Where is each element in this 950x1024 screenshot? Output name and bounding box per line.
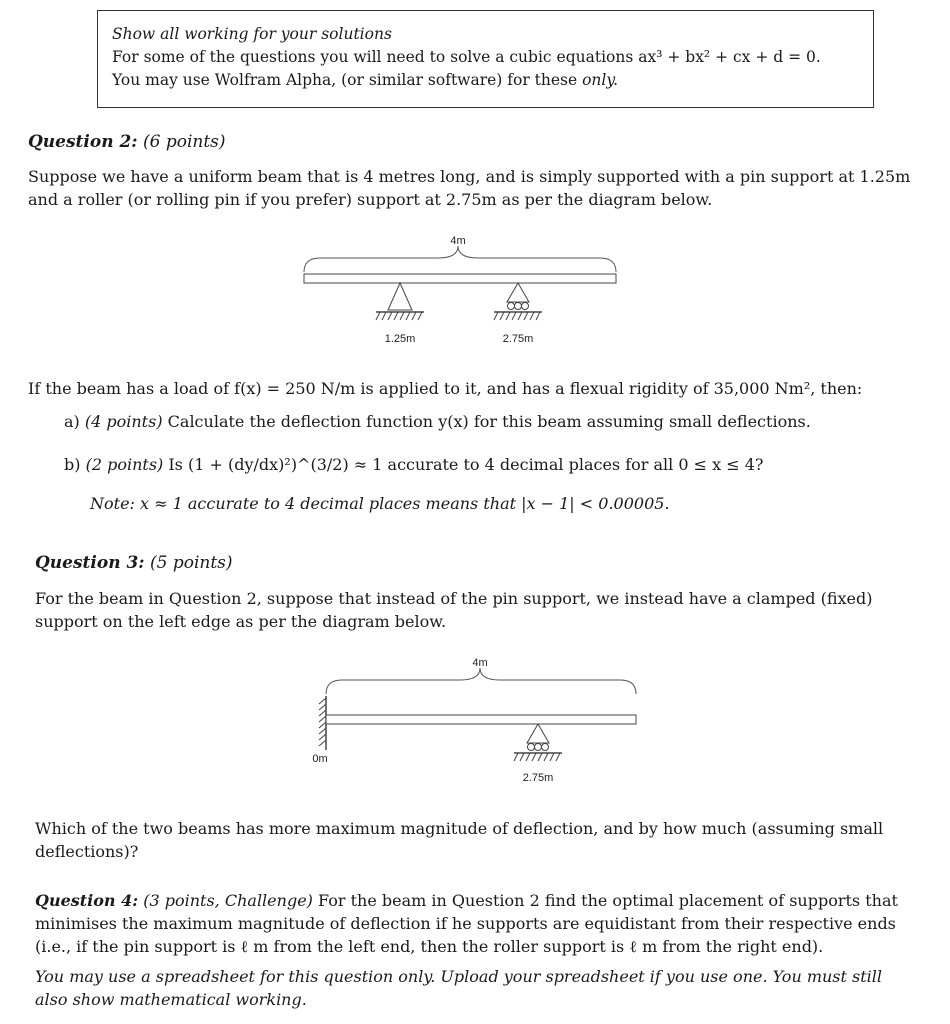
q2-span-brace	[304, 246, 616, 272]
q2-span-label: 4m	[450, 235, 466, 247]
q4-note	[35, 965, 882, 1011]
instructions-line3-emph: only.	[582, 71, 618, 89]
q2-load-text: If the beam has a load of f(x) = 250 N/m is applied to it, and has a flexual rigidity of 35,000 Nm², then:	[28, 379, 863, 398]
q2-pin-label: 1.25m	[384, 333, 416, 345]
q2-title	[28, 132, 226, 152]
q2-part-b-text: Is (1 + (dy/dx)²)^(3/2) ≈ 1 accurate to 4 decimal places for all 0 ≤ x ≤ 4?	[168, 455, 764, 474]
q3-intro-line2: support on the left edge as per the diagram below.	[35, 612, 447, 631]
q3-intro-line1: For the beam in Question 2, suppose that instead of the pin support, we instead have a clamped (fixed)	[35, 589, 873, 608]
q3-question-line2: deflections)?	[35, 842, 139, 861]
instructions-line3-text: You may use Wolfram Alpha, (or similar software) for these	[112, 71, 583, 89]
q3-question-line1: Which of the two beams has more maximum magnitude of deflection, and by how much (assuming small	[35, 819, 884, 838]
q3-fixed-support	[319, 696, 326, 750]
instructions-line3	[112, 69, 859, 92]
instructions-line2: For some of the questions you will need to solve a cubic equations ax³ + bx² + cx + d = 0.	[112, 48, 821, 66]
q2-roller-support	[494, 283, 542, 320]
q2-part-b	[64, 453, 763, 476]
q3-span-brace	[326, 668, 636, 694]
q2-part-a-text: Calculate the deflection function y(x) for this beam assuming small deflections.	[167, 412, 811, 431]
q2-note: Note: x ≈ 1 accurate to 4 decimal places means that |x − 1| < 0.00005.	[90, 494, 670, 513]
q2-label: Question 2:	[28, 132, 138, 152]
q4-body	[35, 889, 898, 958]
q3-label: Question 3:	[35, 553, 145, 573]
q4-line2: minimises the maximum magnitude of deflection if he supports are equidistant from their respective ends	[35, 914, 896, 933]
q4-line1-row	[35, 889, 898, 912]
q2-pin-support	[376, 283, 424, 320]
instructions-box	[97, 10, 874, 108]
q3-title	[35, 553, 233, 573]
q3-intro	[35, 587, 873, 633]
q3-points: (5 points)	[150, 553, 233, 573]
q4-note-line1: You may use a spreadsheet for this question only. Upload your spreadsheet if you use one. You must still	[35, 967, 883, 986]
q2-part-a-label: a)	[64, 412, 80, 431]
q3-beam	[326, 715, 636, 724]
instructions-heading: Show all working for your solutions	[112, 25, 392, 43]
q3-roller-support	[514, 724, 562, 761]
q2-part-a-points: (4 points)	[84, 412, 163, 431]
q4-points: (3 points, Challenge)	[143, 891, 313, 910]
q2-beam	[304, 274, 616, 283]
q4-line1: For the beam in Question 2 find the optimal placement of supports that	[318, 891, 898, 910]
q2-points: (6 points)	[143, 132, 226, 152]
q4-label: Question 4:	[35, 891, 139, 910]
q3-left-label: 0m	[312, 753, 328, 765]
q2-beam-diagram	[290, 228, 630, 353]
q2-part-b-label: b)	[64, 455, 81, 474]
q2-intro-line1: Suppose we have a uniform beam that is 4 metres long, and is simply supported with a pin support at 1.25m	[28, 167, 911, 186]
q2-intro	[28, 165, 910, 211]
q4-line3: (i.e., if the pin support is ℓ m from the left end, then the roller support is ℓ m from the right end).	[35, 937, 824, 956]
q4-note-line2: also show mathematical working.	[35, 990, 307, 1009]
q3-roller-label: 2.75m	[522, 772, 554, 784]
q3-beam-diagram	[300, 650, 645, 785]
q2-roller-label: 2.75m	[502, 333, 534, 345]
q2-part-b-points: (2 points)	[85, 455, 164, 474]
q3-question	[35, 817, 883, 863]
q2-intro-line2: and a roller (or rolling pin if you prefer) support at 2.75m as per the diagram below.	[28, 190, 713, 209]
q2-part-a	[64, 410, 811, 433]
q3-span-label: 4m	[472, 657, 488, 669]
